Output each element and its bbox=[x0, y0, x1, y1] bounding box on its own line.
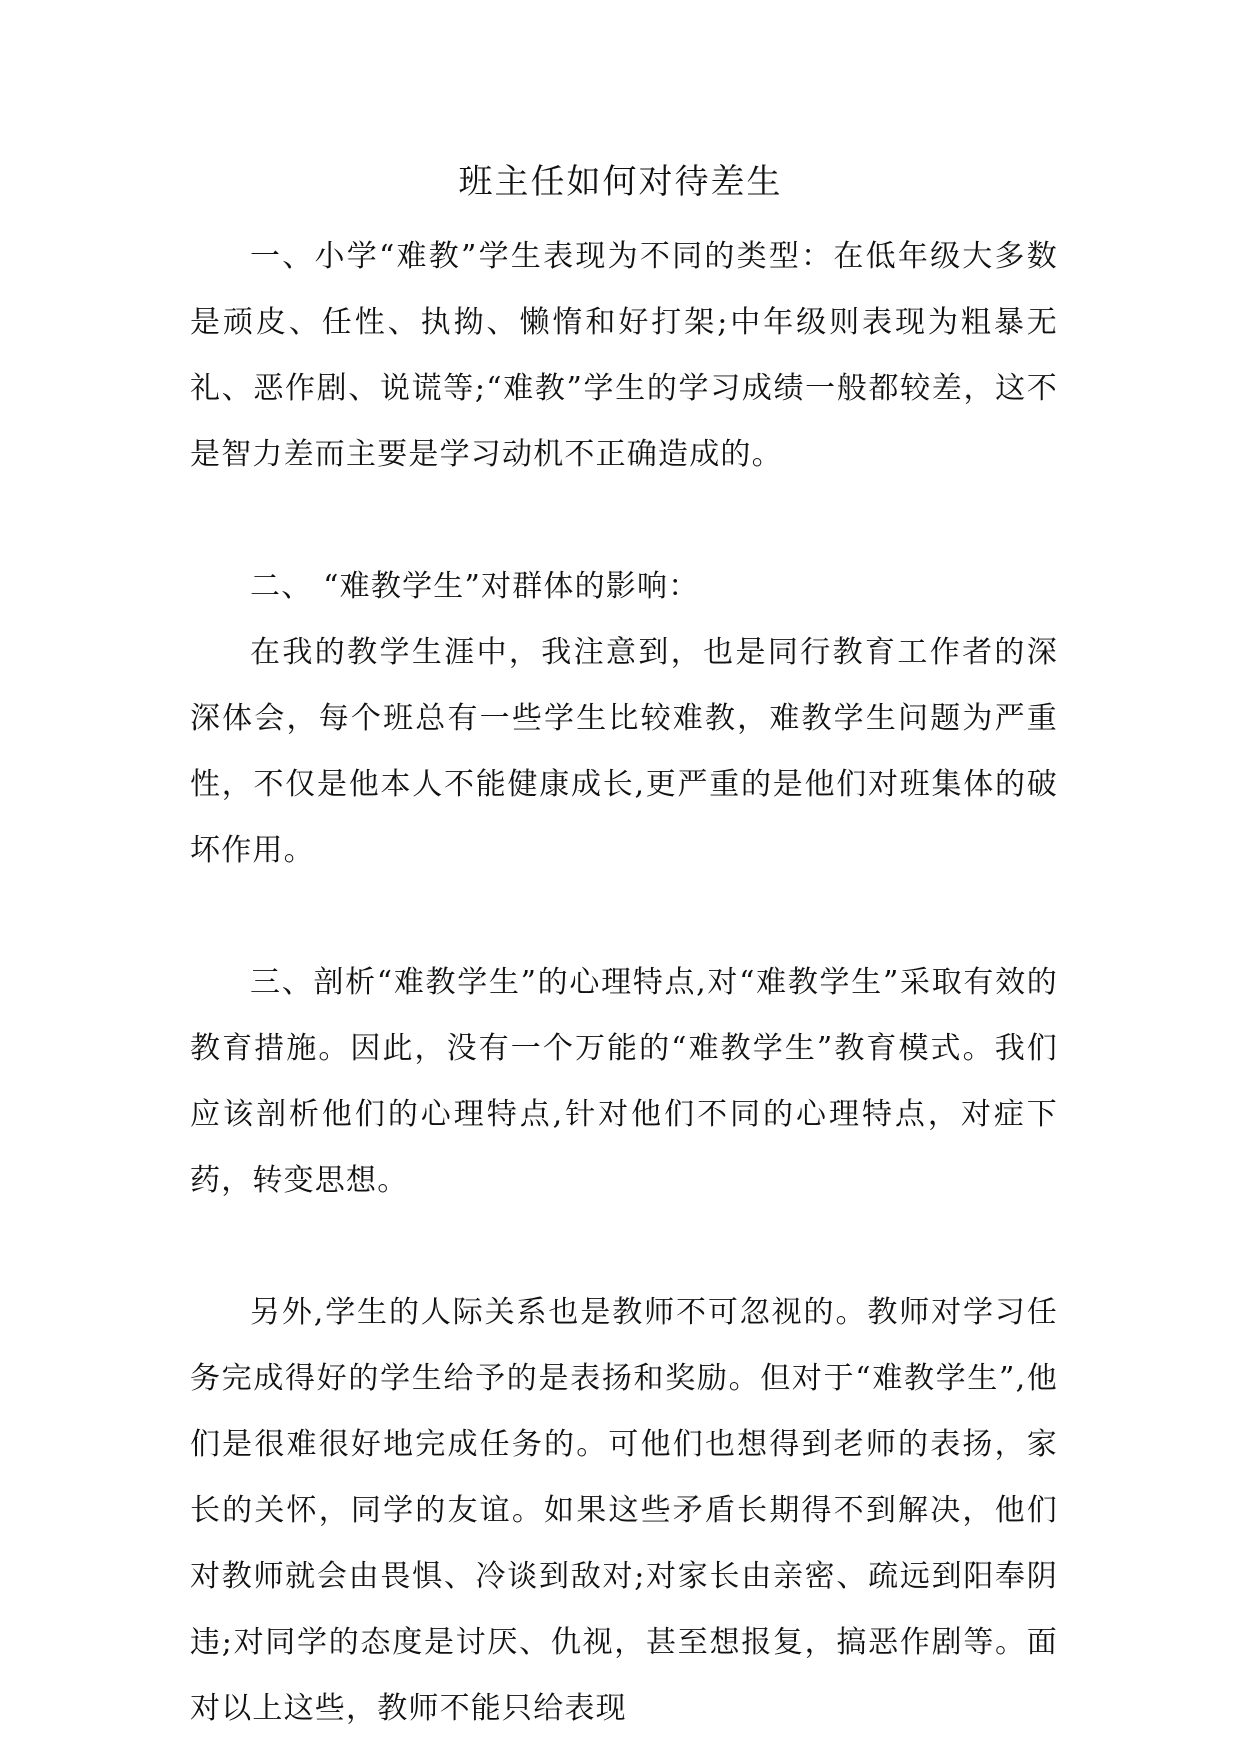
document-title: 班主任如何对待差生 bbox=[458, 162, 783, 202]
document-body bbox=[190, 224, 1058, 1742]
paragraph-spacer bbox=[190, 488, 1058, 554]
paragraph-5: 另外,学生的人际关系也是教师不可忽视的。教师对学习任务完成得好的学生给予的是表扬和奖励。但对于“难教学生”,他们是很难很好地完成任务的。可他们也想得到老师的表扬，家长的关怀，同学的友谊。如果这些矛盾长期得不到解决，他们对教师就会由畏惧、冷谈到敌对;对家长由亲密、疏远到阳奉阴违;对同学的态度是讨厌、仇视，甚至想报复，搞恶作剧等。面对以上这些，教师不能只给表现 bbox=[190, 1295, 1058, 1726]
paragraph-spacer bbox=[190, 1214, 1058, 1280]
paragraph-1: 一、小学“难教”学生表现为不同的类型：在低年级大多数是顽皮、任性、执拗、懒惰和好打架;中年级则表现为粗暴无礼、恶作剧、说谎等;“难教”学生的学习成绩一般都较差，这不是智力差而主要是学习动机不正确造成的。 bbox=[190, 239, 1058, 472]
paragraph-2-heading: 二、 “难教学生”对群体的影响： bbox=[250, 569, 700, 604]
paragraph-3: 在我的教学生涯中，我注意到，也是同行教育工作者的深深体会，每个班总有一些学生比较难教，难教学生问题为严重性，不仅是他本人不能健康成长,更严重的是他们对班集体的破坏作用。 bbox=[190, 635, 1058, 868]
paragraph-4: 三、剖析“难教学生”的心理特点,对“难教学生”采取有效的教育措施。因此，没有一个万能的“难教学生”教育模式。我们应该剖析他们的心理特点,针对他们不同的心理特点，对症下药，转变思想。 bbox=[190, 965, 1058, 1198]
paragraph-spacer bbox=[190, 884, 1058, 950]
